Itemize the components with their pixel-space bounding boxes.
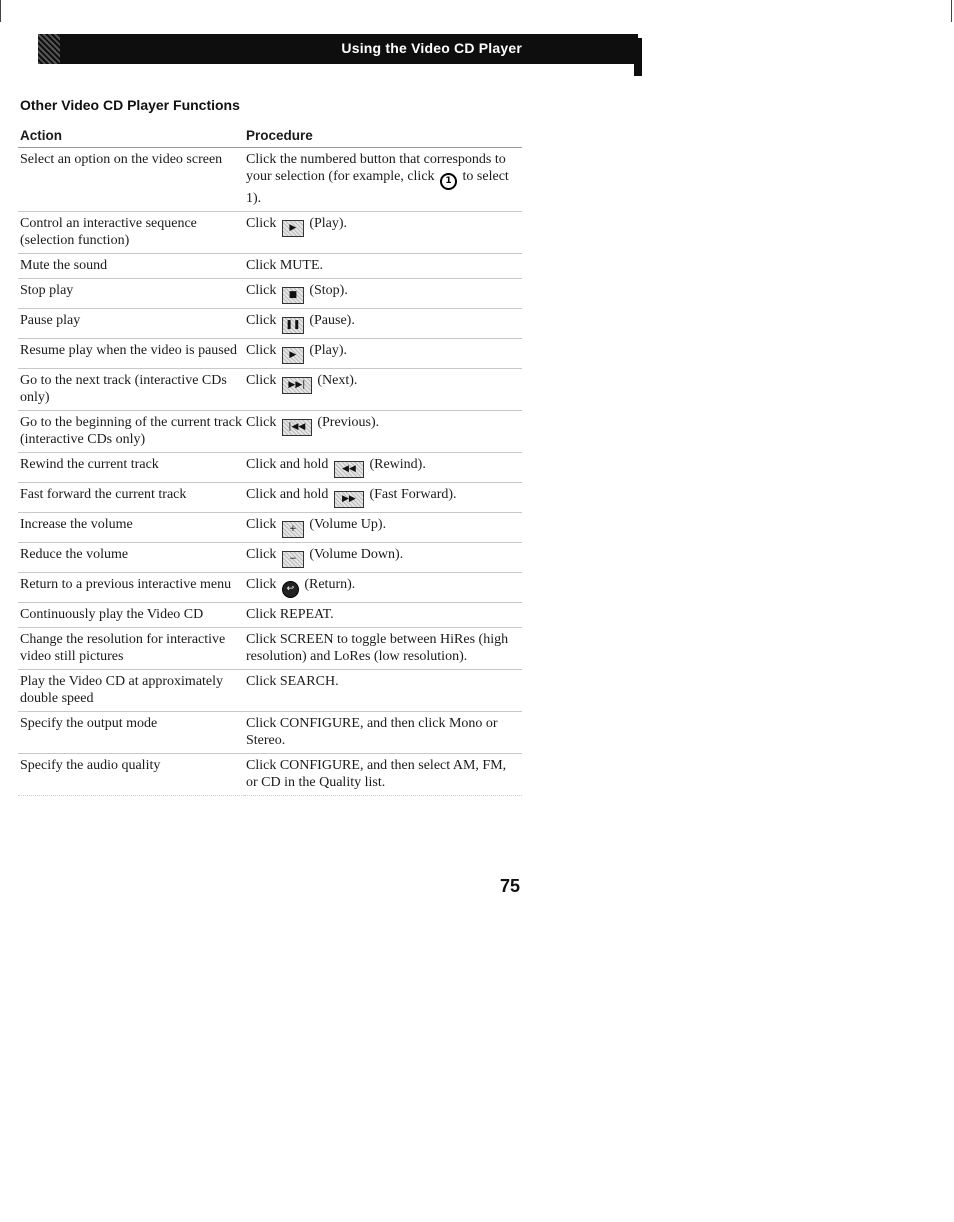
procedure-text: Click SCREEN to toggle between HiRes (high resolution) and LoRes (low resolution).	[246, 632, 509, 664]
table-row	[18, 543, 522, 573]
procedure-cell	[244, 483, 522, 513]
action-cell: Change the resolution for interactive video still pictures	[18, 628, 244, 670]
procedure-text: Click	[246, 415, 277, 430]
action-cell: Fast forward the current track	[18, 483, 244, 513]
procedure-text-suffix: (Play).	[309, 216, 348, 231]
procedure-text: Click	[246, 283, 277, 298]
procedure-cell	[244, 369, 522, 411]
table-row	[18, 212, 522, 254]
rewind-icon: ◀◀	[334, 461, 364, 478]
procedure-text: Click and hold	[246, 487, 329, 502]
table-row	[18, 670, 522, 712]
procedure-cell	[244, 670, 522, 712]
table-row	[18, 513, 522, 543]
action-cell: Rewind the current track	[18, 453, 244, 483]
action-cell: Stop play	[18, 279, 244, 309]
previous-track-icon: |◀◀	[282, 419, 312, 436]
procedure-cell	[244, 148, 522, 212]
procedure-cell	[244, 212, 522, 254]
table-row	[18, 453, 522, 483]
procedure-text: Click	[246, 517, 277, 532]
table-row	[18, 309, 522, 339]
procedure-cell	[244, 603, 522, 628]
table-row	[18, 628, 522, 670]
table-row	[18, 279, 522, 309]
procedure-text-suffix: (Play).	[309, 343, 348, 358]
chapter-header-bar	[38, 34, 638, 64]
chapter-title: Using the Video CD Player	[341, 40, 522, 56]
play-icon: ▶	[282, 220, 304, 237]
procedure-cell	[244, 712, 522, 754]
action-cell: Return to a previous interactive menu	[18, 573, 244, 603]
table-row	[18, 411, 522, 453]
fast-forward-icon: ▶▶	[334, 491, 364, 508]
procedure-text-suffix: (Return).	[304, 577, 356, 592]
action-cell: Pause play	[18, 309, 244, 339]
procedure-cell	[244, 309, 522, 339]
procedure-text-suffix: (Pause).	[309, 313, 355, 328]
procedure-cell	[244, 339, 522, 369]
action-cell: Resume play when the video is paused	[18, 339, 244, 369]
action-cell: Specify the audio quality	[18, 754, 244, 796]
procedure-text-suffix: (Volume Down).	[309, 547, 404, 562]
procedure-text-suffix: (Next).	[317, 373, 358, 388]
stop-icon: ■	[282, 287, 304, 304]
procedure-text: Click and hold	[246, 457, 329, 472]
procedure-text: Click	[246, 313, 277, 328]
header-texture	[38, 34, 60, 64]
table-body	[18, 148, 522, 796]
procedure-text-suffix: (Fast Forward).	[369, 487, 457, 502]
functions-table	[18, 124, 522, 796]
procedure-text: Click	[246, 547, 277, 562]
procedure-cell	[244, 411, 522, 453]
page-edge-right	[951, 0, 952, 22]
column-header-procedure: Procedure	[244, 124, 522, 148]
table-row	[18, 339, 522, 369]
procedure-text: Click	[246, 343, 277, 358]
table-row	[18, 254, 522, 279]
procedure-text: Click CONFIGURE, and then click Mono or Stereo.	[246, 716, 498, 748]
procedure-text-suffix: (Rewind).	[369, 457, 426, 472]
procedure-text-suffix: (Stop).	[309, 283, 348, 298]
action-cell: Increase the volume	[18, 513, 244, 543]
table-header-row	[18, 124, 522, 148]
procedure-text: Click REPEAT.	[246, 607, 334, 622]
page-edge-left	[0, 0, 1, 22]
page-number: 75	[500, 876, 521, 896]
procedure-cell	[244, 254, 522, 279]
section-title: Other Video CD Player Functions	[20, 97, 240, 113]
action-cell: Go to the next track (interactive CDs only)	[18, 369, 244, 411]
procedure-cell	[244, 754, 522, 796]
volume-up-icon: +	[282, 521, 304, 538]
table-row	[18, 148, 522, 212]
action-cell: Continuously play the Video CD	[18, 603, 244, 628]
procedure-text: Click	[246, 373, 277, 388]
procedure-cell	[244, 453, 522, 483]
procedure-cell	[244, 628, 522, 670]
procedure-cell	[244, 513, 522, 543]
procedure-text: Click SEARCH.	[246, 674, 339, 689]
procedure-cell	[244, 573, 522, 603]
table-row	[18, 369, 522, 411]
volume-down-icon: −	[282, 551, 304, 568]
procedure-cell	[244, 279, 522, 309]
return-icon: ↩	[282, 581, 299, 598]
procedure-cell	[244, 543, 522, 573]
column-header-action: Action	[18, 124, 244, 148]
action-cell: Select an option on the video screen	[18, 148, 244, 212]
table-row	[18, 573, 522, 603]
header-tab-mark	[634, 38, 642, 76]
procedure-text: Click	[246, 216, 277, 231]
play-icon: ▶	[282, 347, 304, 364]
action-cell: Play the Video CD at approximately double speed	[18, 670, 244, 712]
next-track-icon: ▶▶|	[282, 377, 312, 394]
action-cell: Mute the sound	[18, 254, 244, 279]
pause-icon: ❚❚	[282, 317, 304, 334]
procedure-text: Click the numbered button that corresponds to your selection (for example, click	[246, 152, 506, 184]
number-1-icon: 1	[440, 173, 457, 190]
procedure-text: Click MUTE.	[246, 258, 323, 273]
table-row	[18, 712, 522, 754]
action-cell: Go to the beginning of the current track (interactive CDs only)	[18, 411, 244, 453]
action-cell: Reduce the volume	[18, 543, 244, 573]
procedure-text-suffix: (Volume Up).	[309, 517, 387, 532]
table-row	[18, 754, 522, 796]
action-cell: Control an interactive sequence (selection function)	[18, 212, 244, 254]
procedure-text-suffix: (Previous).	[317, 415, 380, 430]
procedure-text: Click CONFIGURE, and then select AM, FM, or CD in the Quality list.	[246, 758, 507, 790]
procedure-text-suffix: to select 1).	[246, 169, 509, 206]
action-cell: Specify the output mode	[18, 712, 244, 754]
table-row	[18, 483, 522, 513]
procedure-text: Click	[246, 577, 277, 592]
table-row	[18, 603, 522, 628]
